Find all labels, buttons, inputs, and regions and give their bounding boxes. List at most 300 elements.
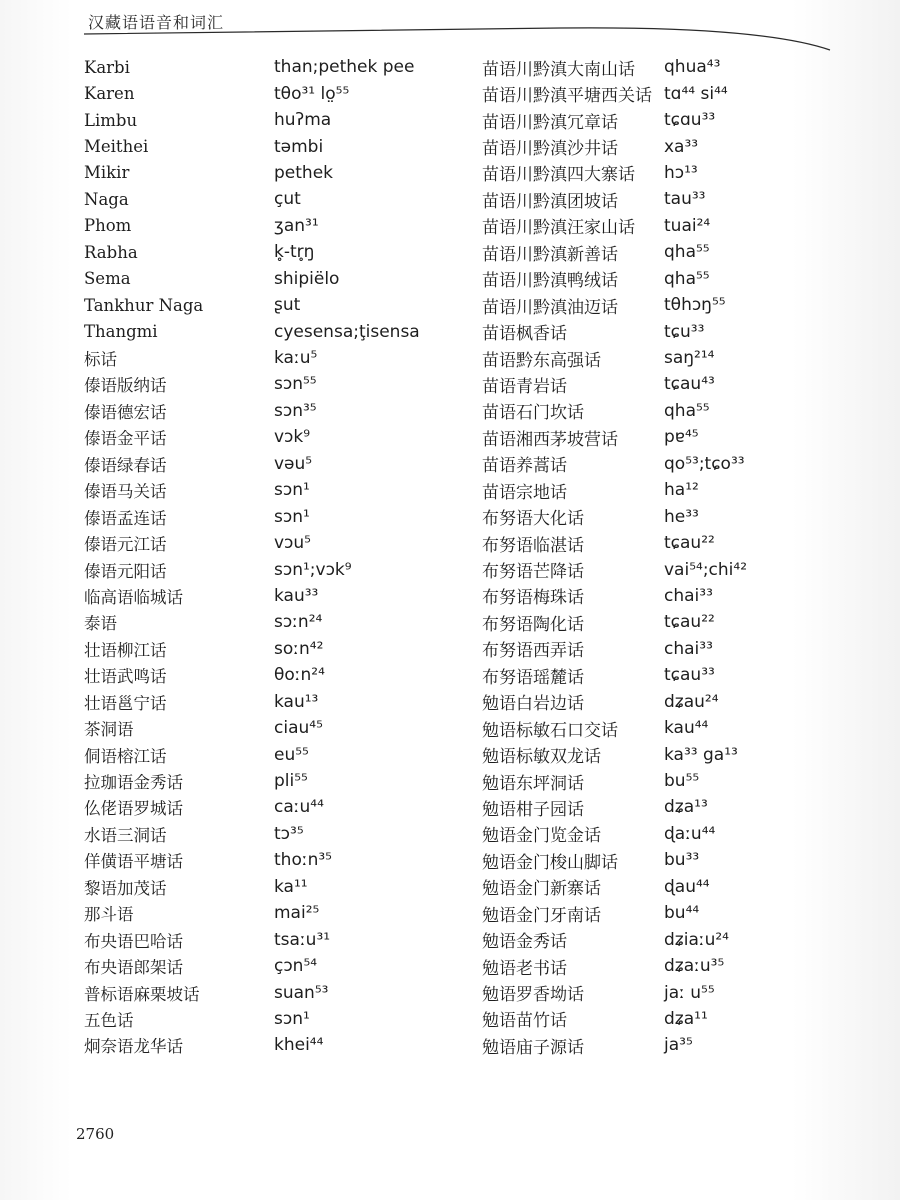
word-form: vɔu⁵ — [274, 533, 311, 554]
entry-row — [274, 451, 474, 477]
language-name: 勉语金门牙南话 — [482, 905, 601, 926]
entry-row — [274, 874, 474, 900]
entry-row — [84, 451, 274, 477]
entry-row — [482, 741, 668, 767]
word-form: vai⁵⁴;chi⁴² — [664, 559, 748, 580]
entry-row — [482, 583, 668, 609]
word-form: jaː u⁵⁵ — [664, 982, 715, 1003]
word-form: kau³³ — [274, 585, 319, 606]
word-form: bu³³ — [664, 850, 700, 871]
entry-row — [664, 662, 814, 688]
entry-row — [274, 530, 474, 556]
entry-row — [482, 451, 668, 477]
entry-row — [84, 741, 274, 767]
language-name: 苗语青岩话 — [482, 376, 567, 397]
word-form: dʑa¹¹ — [664, 1008, 708, 1029]
entry-row — [482, 318, 668, 344]
entry-row — [274, 424, 474, 450]
entry-row — [274, 186, 474, 212]
entry-row — [84, 874, 274, 900]
language-name: Mikir — [84, 163, 130, 183]
language-name: 五色话 — [84, 1010, 134, 1030]
language-name: 炯奈语龙华话 — [84, 1037, 183, 1057]
entry-row — [664, 821, 814, 847]
language-name: 泰语 — [84, 614, 117, 634]
word-form: tɕau⁴³ — [664, 374, 715, 395]
language-name: 苗语川黔滇大南山话 — [482, 59, 635, 80]
language-name: 苗语川黔滇平塘西关话 — [482, 86, 652, 107]
language-name: 傣语德宏话 — [84, 402, 167, 422]
entry-row — [482, 239, 668, 265]
language-name: 苗语川黔滇团坡话 — [482, 191, 618, 212]
word-form: θoːn²⁴ — [274, 665, 325, 686]
entry-row — [84, 318, 274, 344]
language-name: 拉珈语金秀话 — [84, 773, 183, 793]
entry-row — [274, 1032, 474, 1058]
entry-row — [274, 1006, 474, 1032]
entry-row — [274, 926, 474, 952]
word-form: tθhɔŋ⁵⁵ — [664, 295, 726, 316]
language-name: 勉语标敏双龙话 — [482, 747, 601, 768]
language-name: Rabha — [84, 242, 138, 262]
language-name: 傣语孟连话 — [84, 508, 167, 528]
word-form: çɔn⁵⁴ — [274, 956, 318, 977]
entry-row — [664, 451, 814, 477]
left-language-column — [84, 54, 274, 1059]
entry-row — [274, 715, 474, 741]
language-name: 苗语川黔滇冗章话 — [482, 112, 618, 133]
entry-row — [482, 636, 668, 662]
language-name: 苗语宗地话 — [482, 482, 567, 503]
language-name: 勉语金门梭山脚话 — [482, 852, 618, 873]
language-name: 侗语榕江话 — [84, 746, 167, 766]
word-form: tɑ⁴⁴ si⁴⁴ — [664, 83, 728, 104]
entry-row — [664, 715, 814, 741]
entry-row — [274, 371, 474, 397]
entry-row — [84, 213, 274, 239]
entry-row — [274, 213, 474, 239]
language-name: 布央语郎架话 — [84, 958, 183, 978]
entry-row — [664, 345, 814, 371]
entry-row — [84, 794, 274, 820]
entry-row — [84, 715, 274, 741]
entry-row — [274, 636, 474, 662]
entry-row — [84, 266, 274, 292]
entry-row — [84, 768, 274, 794]
language-name: 壮语柳江话 — [84, 640, 167, 660]
entry-row — [664, 979, 814, 1005]
entry-row — [482, 556, 668, 582]
language-name: 临高语临城话 — [84, 587, 183, 607]
language-name: 傣语元江话 — [84, 535, 167, 555]
entry-row — [274, 398, 474, 424]
language-name: 苗语养蒿话 — [482, 456, 567, 477]
entry-row — [84, 926, 274, 952]
entry-row — [274, 556, 474, 582]
language-name: 布努语大化话 — [482, 509, 584, 530]
entry-row — [84, 689, 274, 715]
entry-row — [482, 54, 668, 80]
language-name: 布努语陶化话 — [482, 614, 584, 635]
entry-row — [482, 874, 668, 900]
word-form: dʑiaːu²⁴ — [664, 929, 729, 950]
entry-row — [664, 213, 814, 239]
entry-row — [664, 794, 814, 820]
word-form: xa³³ — [664, 136, 699, 157]
language-name: 勉语金门新寨话 — [482, 879, 601, 900]
entry-row — [482, 794, 668, 820]
right-form-column — [664, 54, 814, 1059]
entry-row — [664, 926, 814, 952]
word-form: dʑa¹³ — [664, 797, 708, 818]
entry-row — [84, 160, 274, 186]
word-form: k̥-tr̥ŋ — [274, 242, 315, 263]
language-name: 佯僙语平塘话 — [84, 852, 183, 872]
entry-row — [84, 186, 274, 212]
entry-row — [482, 953, 668, 979]
word-form: caːu⁴⁴ — [274, 797, 324, 818]
entry-row — [664, 874, 814, 900]
entry-row — [274, 133, 474, 159]
word-form: tuai²⁴ — [664, 215, 711, 236]
entry-row — [274, 794, 474, 820]
language-name: 布央语巴哈话 — [84, 931, 183, 951]
left-form-column — [274, 54, 474, 1059]
entry-row — [274, 689, 474, 715]
entry-row — [664, 953, 814, 979]
entry-row — [664, 186, 814, 212]
word-form: he³³ — [664, 506, 699, 527]
entry-row — [84, 107, 274, 133]
entry-row — [482, 979, 668, 1005]
word-form: thoːn³⁵ — [274, 850, 332, 871]
word-form: kaːu⁵ — [274, 348, 318, 369]
word-form: kau⁴⁴ — [664, 718, 709, 739]
entry-row — [274, 768, 474, 794]
language-name: 勉语苗竹话 — [482, 1011, 567, 1032]
language-name: 布努语梅珠话 — [482, 588, 584, 609]
language-name: 苗语川黔滇油迈话 — [482, 297, 618, 318]
entry-row — [482, 292, 668, 318]
entry-row — [664, 1006, 814, 1032]
word-form: chai³³ — [664, 585, 713, 606]
word-form: huʔma — [274, 110, 332, 131]
language-name: 勉语金秀话 — [482, 932, 567, 953]
word-form: qo⁵³;tɕo³³ — [664, 453, 745, 474]
word-form: kau¹³ — [274, 691, 319, 712]
entry-row — [482, 186, 668, 212]
word-form: suan⁵³ — [274, 982, 329, 1003]
entry-row — [664, 424, 814, 450]
word-form: sɔn¹ — [274, 480, 310, 501]
entry-row — [84, 477, 274, 503]
word-form: dʑaːu³⁵ — [664, 956, 725, 977]
entry-row — [274, 953, 474, 979]
entry-row — [84, 530, 274, 556]
language-name: Meithei — [84, 137, 149, 157]
entry-row — [482, 821, 668, 847]
word-form: pɐ⁴⁵ — [664, 427, 699, 448]
language-name: 布努语临湛话 — [482, 535, 584, 556]
entry-row — [84, 1032, 274, 1058]
entry-row — [664, 689, 814, 715]
word-form: ʒan³¹ — [274, 215, 319, 236]
language-name: 标话 — [84, 350, 117, 370]
entry-row — [482, 371, 668, 397]
entry-row — [664, 768, 814, 794]
word-form: bu⁵⁵ — [664, 771, 700, 792]
word-form: tθo³¹ lo̤⁵⁵ — [274, 83, 350, 104]
language-name: Thangmi — [84, 322, 158, 342]
language-name: 苗语川黔滇汪家山话 — [482, 218, 635, 239]
entry-row — [84, 900, 274, 926]
entry-row — [664, 636, 814, 662]
word-form: ɖau⁴⁴ — [664, 876, 710, 897]
word-form: təmbi — [274, 136, 324, 157]
language-name: 苗语川黔滇沙井话 — [482, 139, 618, 160]
entry-row — [84, 345, 274, 371]
language-name: 茶洞语 — [84, 720, 134, 740]
word-form: tɕɑu³³ — [664, 110, 716, 131]
word-form: sɔn³⁵ — [274, 400, 317, 421]
entry-row — [84, 1006, 274, 1032]
entry-row — [482, 424, 668, 450]
running-header-title: 汉藏语语音和词汇 — [88, 13, 225, 32]
entry-row — [274, 266, 474, 292]
entry-row — [664, 133, 814, 159]
entry-row — [84, 54, 274, 80]
entry-row — [664, 266, 814, 292]
word-form: sɔːn²⁴ — [274, 612, 323, 633]
word-form: ka³³ ga¹³ — [664, 744, 738, 765]
entry-row — [482, 107, 668, 133]
language-name: 勉语柑子园话 — [482, 799, 584, 820]
word-form: vɔk⁹ — [274, 427, 311, 448]
language-name: 仫佬语罗城话 — [84, 799, 183, 819]
entry-row — [274, 741, 474, 767]
entry-row — [274, 662, 474, 688]
language-name: 普标语麻栗坡话 — [84, 984, 200, 1004]
entry-row — [664, 583, 814, 609]
language-name: 苗语枫香话 — [482, 324, 567, 345]
entry-row — [482, 900, 668, 926]
word-form: ɖaːu⁴⁴ — [664, 823, 716, 844]
word-form: pli⁵⁵ — [274, 771, 308, 792]
entry-row — [482, 266, 668, 292]
word-form: tɕau²² — [664, 612, 715, 633]
language-name: 勉语庙子源话 — [482, 1037, 584, 1058]
language-name: 布努语西弄话 — [482, 641, 584, 662]
entry-row — [274, 345, 474, 371]
word-form: dʑau²⁴ — [664, 691, 719, 712]
language-name: Sema — [84, 269, 131, 289]
language-name: Karen — [84, 84, 135, 104]
entry-row — [482, 715, 668, 741]
entry-row — [664, 530, 814, 556]
entry-row — [84, 503, 274, 529]
language-name: 壮语武鸣话 — [84, 667, 167, 687]
entry-row — [482, 1032, 668, 1058]
language-name: 苗语黔东高强话 — [482, 350, 601, 371]
entry-row — [84, 979, 274, 1005]
entry-row — [274, 609, 474, 635]
word-form: sɔn¹ — [274, 1008, 310, 1029]
entry-row — [274, 847, 474, 873]
word-form: saŋ²¹⁴ — [664, 348, 715, 369]
entry-row — [482, 213, 668, 239]
entry-row — [274, 107, 474, 133]
entry-row — [664, 239, 814, 265]
entry-row — [274, 503, 474, 529]
language-name: Tankhur Naga — [84, 295, 204, 315]
word-form: shipiëlo — [274, 268, 340, 289]
entry-row — [274, 821, 474, 847]
entry-row — [84, 371, 274, 397]
entry-row — [482, 530, 668, 556]
language-name: 傣语绿春话 — [84, 455, 167, 475]
word-form: tau³³ — [664, 189, 706, 210]
entry-row — [84, 133, 274, 159]
entry-row — [84, 662, 274, 688]
entry-row — [482, 345, 668, 371]
entry-row — [664, 477, 814, 503]
language-name: 苗语川黔滇鸭绒话 — [482, 271, 618, 292]
word-form: qha⁵⁵ — [664, 400, 710, 421]
entry-row — [482, 689, 668, 715]
word-form: ʂut — [274, 295, 301, 316]
language-name: 傣语金平话 — [84, 429, 167, 449]
entry-row — [482, 609, 668, 635]
entry-row — [664, 1032, 814, 1058]
language-name: 傣语元阳话 — [84, 561, 167, 581]
language-name: 勉语白岩边话 — [482, 694, 584, 715]
entry-row — [664, 556, 814, 582]
entry-row — [664, 609, 814, 635]
right-language-column — [482, 54, 668, 1059]
language-name: 勉语标敏石口交话 — [482, 720, 618, 741]
entry-row — [664, 503, 814, 529]
entry-row — [84, 80, 274, 106]
word-form: qha⁵⁵ — [664, 268, 710, 289]
entry-row — [664, 107, 814, 133]
entry-row — [482, 1006, 668, 1032]
language-name: 那斗语 — [84, 905, 134, 925]
entry-row — [274, 979, 474, 1005]
language-name: 壮语邕宁话 — [84, 693, 167, 713]
language-name: Phom — [84, 216, 132, 236]
entry-row — [482, 160, 668, 186]
language-name: 布努语瑶麓话 — [482, 667, 584, 688]
word-form: than;pethek pee — [274, 57, 415, 78]
entry-row — [274, 900, 474, 926]
language-name: Limbu — [84, 110, 138, 130]
entry-row — [274, 160, 474, 186]
language-name: 水语三洞话 — [84, 825, 167, 845]
entry-row — [664, 847, 814, 873]
word-form: hɔ¹³ — [664, 162, 698, 183]
entry-row — [664, 741, 814, 767]
word-form: tɕau²² — [664, 533, 715, 554]
entry-row — [84, 847, 274, 873]
language-name: 勉语东坪洞话 — [482, 773, 584, 794]
language-name: 勉语金门览金话 — [482, 826, 601, 847]
word-form: soːn⁴² — [274, 638, 324, 659]
entry-row — [482, 662, 668, 688]
language-name: 布努语芒降话 — [482, 562, 584, 583]
language-name: 苗语川黔滇新善话 — [482, 244, 618, 265]
language-name: 勉语罗香坳话 — [482, 985, 584, 1006]
word-form: çut — [274, 189, 301, 210]
entry-row — [482, 503, 668, 529]
entry-row — [274, 292, 474, 318]
entry-row — [84, 583, 274, 609]
entry-row — [482, 477, 668, 503]
entry-row — [84, 292, 274, 318]
word-form: eu⁵⁵ — [274, 744, 309, 765]
language-name: 苗语川黔滇四大寨话 — [482, 165, 635, 186]
word-form: ciau⁴⁵ — [274, 718, 323, 739]
word-form: bu⁴⁴ — [664, 903, 700, 924]
word-form: chai³³ — [664, 638, 713, 659]
entry-row — [482, 398, 668, 424]
entry-row — [664, 371, 814, 397]
word-form: tɔ³⁵ — [274, 823, 304, 844]
entry-row — [274, 54, 474, 80]
entry-row — [664, 318, 814, 344]
word-form: tsaːu³¹ — [274, 929, 331, 950]
entry-row — [482, 133, 668, 159]
entry-row — [482, 847, 668, 873]
entry-row — [482, 80, 668, 106]
word-form: tɕu³³ — [664, 321, 705, 342]
language-name: 苗语湘西茅坡营话 — [482, 429, 618, 450]
entry-row — [274, 477, 474, 503]
entry-row — [84, 556, 274, 582]
word-form: qha⁵⁵ — [664, 242, 710, 263]
word-form: vəu⁵ — [274, 453, 313, 474]
word-form: sɔn¹;vɔk⁹ — [274, 559, 352, 580]
word-form: sɔn¹ — [274, 506, 310, 527]
entry-row — [84, 636, 274, 662]
entry-row — [84, 953, 274, 979]
entry-row — [84, 398, 274, 424]
language-name: 黎语加茂话 — [84, 878, 167, 898]
word-form: sɔn⁵⁵ — [274, 374, 317, 395]
word-form: cyesensa;ţisensa — [274, 321, 420, 342]
entry-row — [84, 424, 274, 450]
language-name: Karbi — [84, 57, 130, 77]
entry-row — [84, 821, 274, 847]
entry-row — [664, 398, 814, 424]
entry-row — [664, 80, 814, 106]
entry-row — [274, 318, 474, 344]
entry-row — [664, 900, 814, 926]
entry-row — [274, 80, 474, 106]
word-form: khei⁴⁴ — [274, 1035, 324, 1056]
entry-row — [274, 239, 474, 265]
language-name: 傣语马关话 — [84, 482, 167, 502]
word-form: pethek — [274, 162, 333, 183]
word-form: ha¹² — [664, 480, 699, 501]
entry-row — [84, 609, 274, 635]
word-form: ka¹¹ — [274, 876, 308, 897]
word-form: ja³⁵ — [664, 1035, 693, 1056]
language-name: 勉语老书话 — [482, 958, 567, 979]
entry-row — [664, 292, 814, 318]
page-number: 2760 — [76, 1125, 115, 1143]
entry-row — [482, 768, 668, 794]
language-name: 傣语版纳话 — [84, 376, 167, 396]
